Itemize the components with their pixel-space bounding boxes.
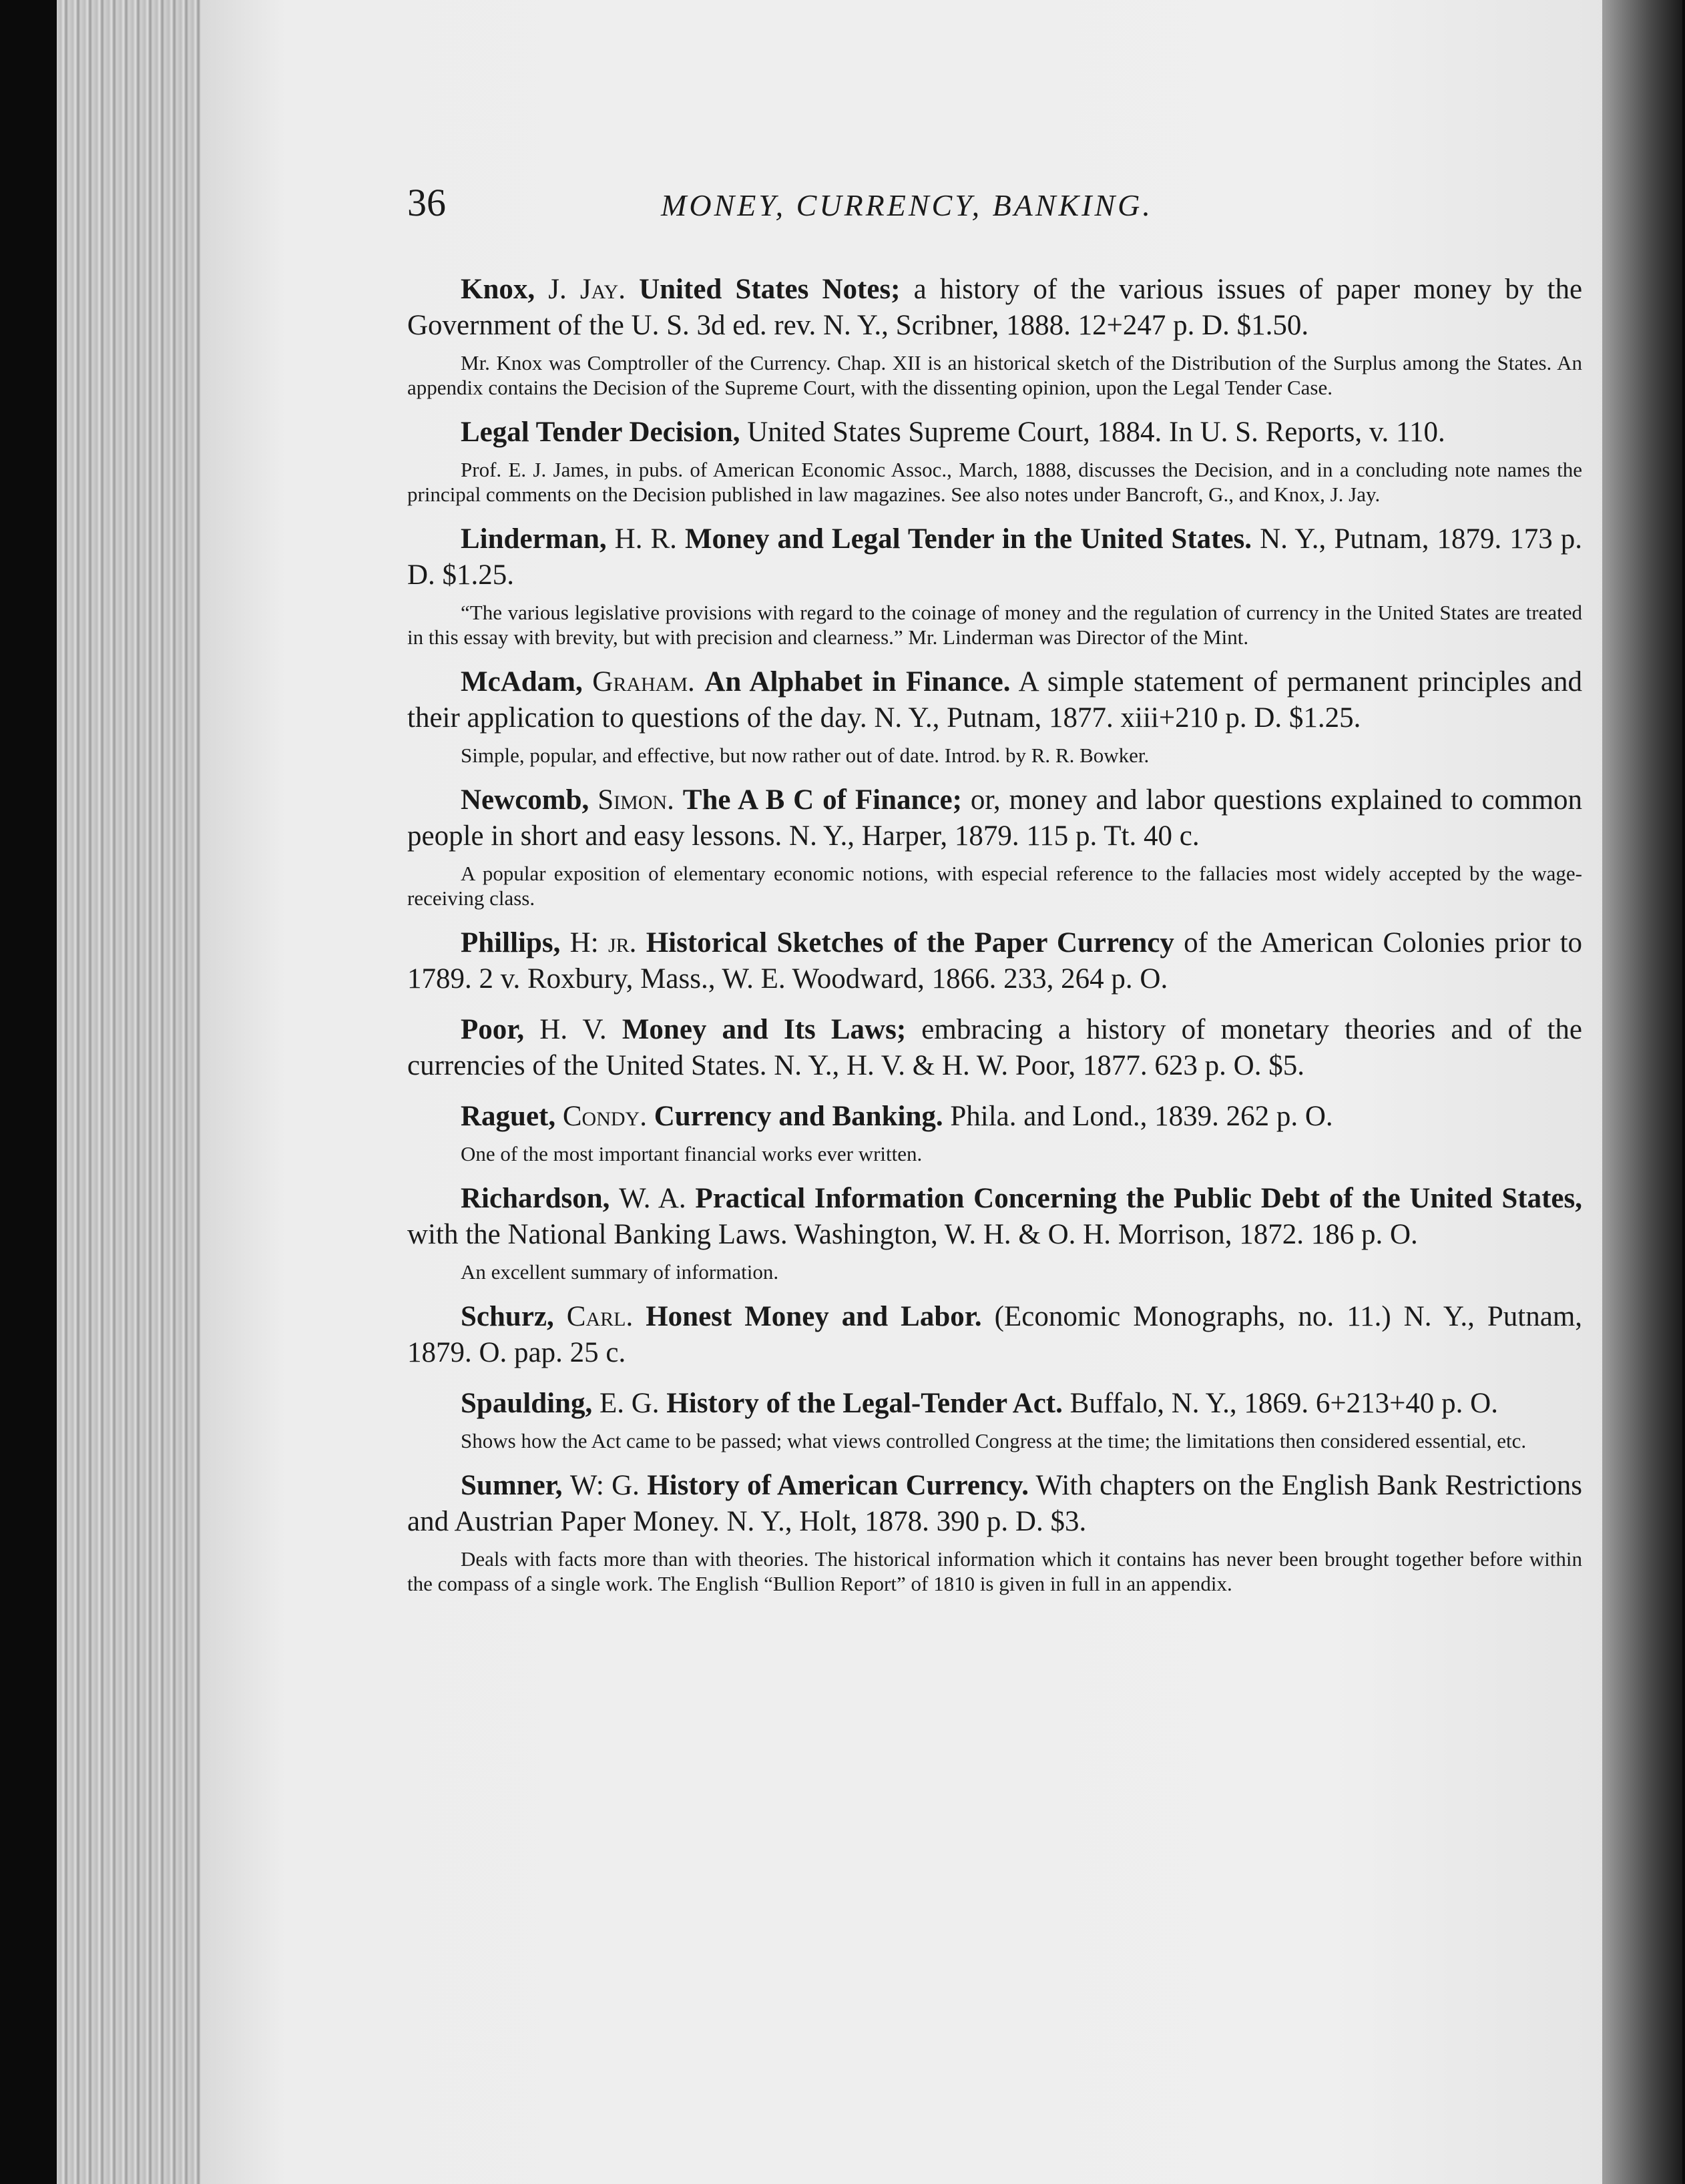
entry-title: Honest Money and Labor.: [646, 1301, 982, 1332]
entry-publication-details: A simple statement of permanent principles and their application to questions of the day. N. Y., Putnam, 1877. xiii+210 p. D. $1.25.: [407, 666, 1582, 734]
entry-citation: [407, 925, 1582, 997]
entry-author: Sumner,: [461, 1470, 563, 1501]
entry-author: Spaulding,: [461, 1388, 593, 1419]
bibliography-entry: [407, 1012, 1582, 1084]
entry-annotation: One of the most important financial works ever written.: [461, 1142, 923, 1165]
entry-publication-details: N. Y., Putnam, 1879. 173 p. D. $1.25.: [407, 523, 1583, 591]
entry-author: McAdam,: [461, 666, 583, 698]
entry-annotation: Simple, popular, and effective, but now rather out of date. Introd. by R. R. Bowker.: [461, 744, 1150, 767]
entry-annotation: Deals with facts more than with theories. The historical information which it contains has never been brought together before within the compass of a single work. The English “Bullion Report” of 1810 is given in full in an appendix.: [407, 1547, 1582, 1595]
entry-author: Newcomb,: [461, 784, 589, 816]
entry-publication-details: Buffalo, N. Y., 1869. 6+213+40 p. O.: [1069, 1388, 1498, 1419]
bibliography-entry: [407, 1386, 1582, 1453]
entry-author: Linderman,: [461, 523, 607, 555]
entry-publication-details: embracing a history of monetary theories and of the currencies of the United States. N. Y., H. V. & H. W. Poor, 1877. 623 p. O. $5.: [407, 1014, 1583, 1081]
bibliography-entry: [407, 1299, 1582, 1371]
entry-citation: [407, 415, 1582, 451]
entry-publication-details: a history of the various issues of paper money by the Government of the U. S. 3d ed. rev. N. Y., Scribner, 1888. 12+247 p. D. $1.50.: [407, 274, 1583, 341]
entry-annotation: A popular exposition of elementary economic notions, with especial reference to the fallacies most widely accepted by the wage-receiving class.: [407, 862, 1582, 910]
entry-title: Money and Legal Tender in the United States.: [684, 523, 1252, 555]
bibliography-entry: [407, 782, 1582, 910]
entry-title: Historical Sketches of the Paper Currency: [646, 927, 1174, 959]
entry-citation: [407, 1099, 1582, 1135]
entry-author-given-name: H. V.: [539, 1014, 607, 1045]
entry-author: Legal Tender Decision,: [461, 417, 740, 448]
entry-author-given-name: H: jr.: [569, 927, 637, 959]
entry-publication-details: With chapters on the English Bank Restrictions and Austrian Paper Money. N. Y., Holt, 1878. 390 p. D. $3.: [407, 1470, 1583, 1537]
entry-author-given-name: W: G.: [569, 1470, 640, 1501]
bibliography-entry: [407, 925, 1582, 997]
entry-citation: [407, 521, 1582, 593]
entry-annotation: Prof. E. J. James, in pubs. of American Economic Assoc., March, 1888, discusses the Decision, and in a concluding note names the principal comments on the Decision published in law magazines. See also notes under Bancroft, G., and Knox, J. Jay.: [407, 458, 1582, 506]
entry-annotation: Shows how the Act came to be passed; what views controlled Congress at the time; the limitations then considered essential, etc.: [461, 1429, 1527, 1452]
entry-author: Phillips,: [461, 927, 561, 959]
entry-citation: [407, 1181, 1582, 1253]
page-header: [407, 180, 1582, 225]
page-number: 36: [407, 181, 446, 224]
entry-title: History of the Legal-Tender Act.: [666, 1388, 1063, 1419]
bibliography-entry: [407, 415, 1582, 507]
entry-annotation: “The various legislative provisions with regard to the coinage of money and the regulation of currency in the United States are treated in this essay with brevity, but with precision and clearness.” Mr. Linderman was Director of the Mint.: [407, 601, 1582, 649]
entry-author-given-name: H. R.: [614, 523, 677, 555]
entry-author: Richardson,: [461, 1183, 610, 1214]
entry-title: Currency and Banking.: [654, 1101, 943, 1132]
bibliography-entry: [407, 1468, 1582, 1596]
bibliography-entry: [407, 1181, 1582, 1284]
entry-author-given-name: W. A.: [619, 1183, 686, 1214]
bibliography-entry: [407, 664, 1582, 768]
entry-title: The A B C of Finance;: [682, 784, 962, 816]
entry-publication-details: or, money and labor questions explained to common people in short and easy lessons. N. Y., Harper, 1879. 115 p. Tt. 40 c.: [407, 784, 1583, 852]
entry-title: An Alphabet in Finance.: [704, 666, 1011, 698]
bibliography-entry: [407, 521, 1582, 649]
entry-citation: [407, 272, 1582, 344]
entry-author-given-name: Carl.: [566, 1301, 634, 1332]
entry-publication-details: Phila. and Lond., 1839. 262 p. O.: [950, 1101, 1333, 1132]
entry-citation: [407, 1386, 1582, 1422]
entry-title: Practical Information Concerning the Public Debt of the United States,: [695, 1183, 1582, 1214]
entry-author-given-name: E. G.: [599, 1388, 660, 1419]
bibliography-list: [407, 272, 1582, 1596]
bibliography-entry: [407, 272, 1582, 400]
entry-title: History of American Currency.: [647, 1470, 1029, 1501]
entry-title: Money and Its Laws;: [622, 1014, 907, 1045]
entry-author-given-name: J. Jay.: [548, 274, 626, 305]
entry-citation: [407, 782, 1582, 854]
entry-publication-details: of the American Colonies prior to 1789. 2 v. Roxbury, Mass., W. E. Woodward, 1866. 233, 264 p. O.: [407, 927, 1583, 995]
entry-citation: [407, 1468, 1582, 1540]
entry-publication-details: with the National Banking Laws. Washington, W. H. & O. H. Morrison, 1872. 186 p. O.: [407, 1219, 1418, 1250]
entry-author: Raguet,: [461, 1101, 556, 1132]
entry-author: Poor,: [461, 1014, 525, 1045]
running-head: MONEY, CURRENCY, BANKING.: [661, 188, 1153, 222]
entry-publication-details: United States Supreme Court, 1884. In U. S. Reports, v. 110.: [747, 417, 1445, 448]
entry-citation: [407, 664, 1582, 736]
entry-title: United States Notes;: [639, 274, 901, 305]
entry-author-given-name: Condy.: [562, 1101, 647, 1132]
page-gutter-shadow: [1602, 0, 1682, 2184]
entry-author: Schurz,: [461, 1301, 554, 1332]
entry-annotation: Mr. Knox was Comptroller of the Currency. Chap. XII is an historical sketch of the Distribution of the Surplus among the States. An appendix contains the Decision of the Supreme Court, with the dissenting opinion, upon the Legal Tender Case.: [407, 351, 1582, 399]
page-content: [407, 180, 1582, 1611]
entry-citation: [407, 1299, 1582, 1371]
entry-annotation: An excellent summary of information.: [461, 1260, 779, 1284]
entry-author-given-name: Graham.: [592, 666, 695, 698]
bibliography-entry: [407, 1099, 1582, 1166]
entry-author: Knox,: [461, 274, 535, 305]
entry-citation: [407, 1012, 1582, 1084]
entry-publication-details: (Economic Monographs, no. 11.) N. Y., Putnam, 1879. O. pap. 25 c.: [407, 1301, 1583, 1368]
entry-author-given-name: Simon.: [597, 784, 674, 816]
